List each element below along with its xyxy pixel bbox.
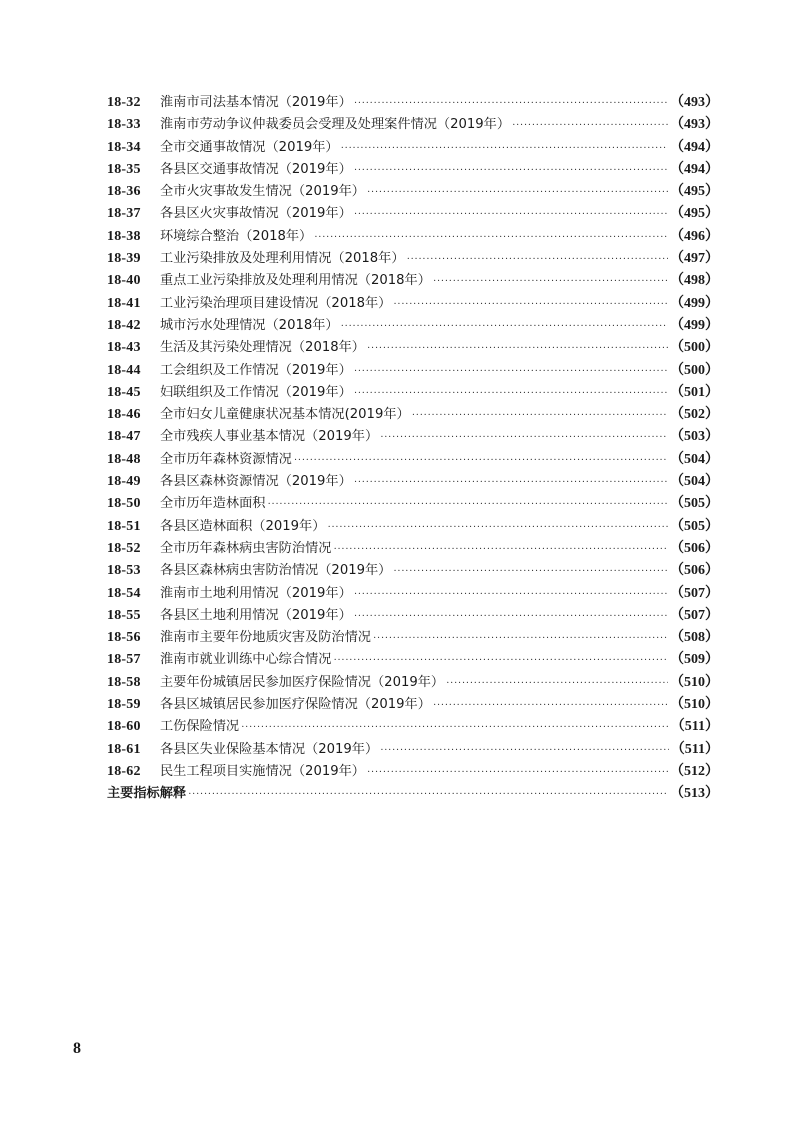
toc-entry-page: （510） <box>670 674 719 690</box>
toc-entry[interactable] <box>107 516 719 538</box>
toc-entry-number: 18-34 <box>107 139 141 155</box>
toc-entry[interactable] <box>107 92 719 114</box>
toc-entry-page: （495） <box>670 206 719 222</box>
toc-entry-page: （505） <box>670 518 719 534</box>
toc-dot-leader <box>354 383 668 405</box>
toc-entry-page: （493） <box>670 117 719 133</box>
toc-entry[interactable] <box>107 739 719 761</box>
toc-entry[interactable] <box>107 560 719 582</box>
toc-entry-page: （511） <box>670 741 719 757</box>
toc-entry-number: 18-52 <box>107 540 141 556</box>
toc-entry-number: 18-51 <box>107 518 141 534</box>
toc-entry-page: （504） <box>670 474 719 490</box>
toc-entry[interactable] <box>107 404 719 426</box>
toc-dot-leader <box>188 784 668 806</box>
toc-entry[interactable] <box>107 694 719 716</box>
toc-entry-page: （511） <box>670 719 719 735</box>
toc-entry-title: 工伤保险情况 <box>160 719 240 735</box>
toc-entry[interactable] <box>107 538 719 560</box>
toc-entry-number: 18-54 <box>107 585 141 601</box>
toc-entry-title: 全市残疾人事业基本情况（2019年） <box>160 429 379 445</box>
toc-dot-leader <box>367 182 668 204</box>
toc-entry-title: 淮南市就业训练中心综合情况 <box>160 652 332 668</box>
toc-entry-page: （512） <box>670 763 719 779</box>
toc-entry[interactable] <box>107 583 719 605</box>
toc-entry[interactable] <box>107 449 719 471</box>
toc-entry-number: 18-61 <box>107 741 141 757</box>
toc-entry-title: 主要指标解释 <box>107 786 187 802</box>
toc-entry-page: （499） <box>670 317 719 333</box>
toc-entry[interactable] <box>107 181 719 203</box>
toc-entry[interactable] <box>107 716 719 738</box>
table-of-contents <box>107 92 719 806</box>
toc-dot-leader <box>327 517 668 539</box>
toc-entry-number: 18-50 <box>107 496 141 512</box>
toc-dot-leader <box>380 740 669 762</box>
toc-entry-page: （500） <box>670 340 719 356</box>
toc-entry-page: （496） <box>670 228 719 244</box>
toc-entry-title: 环境综合整治（2018年） <box>160 228 313 244</box>
toc-dot-leader <box>393 561 668 583</box>
toc-entry-number: 18-42 <box>107 317 141 333</box>
toc-dot-leader <box>341 138 668 160</box>
toc-dot-leader <box>241 717 669 739</box>
toc-entry-title: 全市历年森林资源情况 <box>160 451 292 467</box>
toc-entry-title: 各县区造林面积（2019年） <box>160 518 326 534</box>
toc-entry-title: 各县区森林资源情况（2019年） <box>160 474 352 490</box>
toc-entry-number: 18-60 <box>107 719 141 735</box>
toc-entry[interactable] <box>107 248 719 270</box>
toc-dot-leader <box>412 405 668 427</box>
toc-entry-number: 18-35 <box>107 161 141 177</box>
toc-dot-leader <box>333 650 668 672</box>
toc-entry-page: （506） <box>670 540 719 556</box>
toc-entry-number: 18-53 <box>107 563 141 579</box>
toc-entry-page: （494） <box>670 139 719 155</box>
toc-entry-page: （497） <box>670 251 719 267</box>
toc-entry-title: 淮南市劳动争议仲裁委员会受理及处理案件情况（2019年） <box>160 117 511 133</box>
toc-dot-leader <box>354 606 668 628</box>
toc-entry-number: 18-39 <box>107 251 141 267</box>
toc-dot-leader <box>433 271 668 293</box>
toc-entry-number: 18-58 <box>107 674 141 690</box>
toc-entry-page: （498） <box>670 273 719 289</box>
toc-entry-title: 全市历年造林面积 <box>160 496 266 512</box>
toc-dot-leader <box>354 204 668 226</box>
toc-entry-number: 18-55 <box>107 607 141 623</box>
toc-entry-page: （493） <box>670 95 719 110</box>
toc-entry[interactable] <box>107 293 719 315</box>
toc-dot-leader <box>446 673 668 695</box>
toc-entry[interactable] <box>107 627 719 649</box>
toc-dot-leader <box>354 472 668 494</box>
toc-entry-title: 各县区交通事故情况（2019年） <box>160 161 352 177</box>
toc-entry[interactable] <box>107 159 719 181</box>
toc-entry-page: （504） <box>670 451 719 467</box>
toc-entry-number: 18-49 <box>107 474 141 490</box>
toc-dot-leader <box>333 539 668 561</box>
toc-dot-leader <box>373 628 668 650</box>
toc-entry[interactable] <box>107 493 719 515</box>
toc-entry-number: 18-59 <box>107 697 141 713</box>
toc-entry-number: 18-47 <box>107 429 141 445</box>
toc-dot-leader <box>367 338 668 360</box>
toc-entry-number: 18-38 <box>107 228 141 244</box>
toc-entry[interactable] <box>107 672 719 694</box>
toc-entry[interactable] <box>107 426 719 448</box>
toc-entry-title: 全市交通事故情况（2019年） <box>160 139 339 155</box>
toc-dot-leader <box>314 227 668 249</box>
toc-entry-number: 18-37 <box>107 206 141 222</box>
toc-entry-page: （509） <box>670 652 719 668</box>
toc-entry-number: 18-44 <box>107 362 141 378</box>
toc-entry-number: 18-40 <box>107 273 141 289</box>
toc-entry-number: 18-32 <box>107 95 141 110</box>
toc-entry[interactable] <box>107 270 719 292</box>
toc-entry[interactable] <box>107 649 719 671</box>
toc-entry-title: 全市火灾事故发生情况（2019年） <box>160 184 365 200</box>
toc-entry-title: 淮南市司法基本情况（2019年） <box>160 95 352 110</box>
toc-entry-number: 18-36 <box>107 184 141 200</box>
toc-entry-title: 各县区土地利用情况（2019年） <box>160 607 352 623</box>
toc-entry[interactable] <box>107 337 719 359</box>
toc-dot-leader <box>512 115 668 137</box>
toc-entry-number: 18-57 <box>107 652 141 668</box>
toc-entry-number: 18-48 <box>107 451 141 467</box>
toc-entry-title: 民生工程项目实施情况（2019年） <box>160 763 365 779</box>
toc-entry[interactable] <box>107 471 719 493</box>
toc-dot-leader <box>354 93 668 115</box>
toc-entry-page: （501） <box>670 384 719 400</box>
toc-entry-title: 各县区火灾事故情况（2019年） <box>160 206 352 222</box>
toc-entry[interactable] <box>107 605 719 627</box>
toc-entry[interactable] <box>107 382 719 404</box>
toc-dot-leader <box>354 160 668 182</box>
toc-dot-leader <box>268 494 669 516</box>
toc-entry-page: （502） <box>670 407 719 423</box>
toc-dot-leader <box>407 249 668 271</box>
toc-entry-page: （505） <box>670 496 719 512</box>
toc-entry-number: 18-62 <box>107 763 141 779</box>
toc-entry-title: 重点工业污染排放及处理利用情况（2018年） <box>160 273 431 289</box>
toc-entry-number: 18-46 <box>107 407 141 423</box>
toc-entry-title: 各县区城镇居民参加医疗保险情况（2019年） <box>160 697 431 713</box>
toc-entry-number: 18-33 <box>107 117 141 133</box>
toc-dot-leader <box>354 361 668 383</box>
toc-entry-number: 18-45 <box>107 384 141 400</box>
toc-entry-title: 工业污染排放及处理利用情况（2018年） <box>160 251 405 267</box>
toc-dot-leader <box>433 695 668 717</box>
toc-entry-title: 全市妇女儿童健康状况基本情况(2019年） <box>160 407 410 423</box>
toc-entry[interactable] <box>107 137 719 159</box>
toc-entry-title: 工会组织及工作情况（2019年） <box>160 362 352 378</box>
toc-entry-title: 生活及其污染处理情况（2018年） <box>160 340 365 356</box>
toc-entry-title: 主要年份城镇居民参加医疗保险情况（2019年） <box>160 674 445 690</box>
toc-entry-title: 各县区失业保险基本情况（2019年） <box>160 741 379 757</box>
toc-entry-page: （507） <box>670 607 719 623</box>
toc-entry-page: （510） <box>670 697 719 713</box>
toc-entry-number: 18-41 <box>107 295 141 311</box>
toc-entry[interactable] <box>107 226 719 248</box>
toc-entry-page: （507） <box>670 585 719 601</box>
toc-entry-number: 18-43 <box>107 340 141 356</box>
toc-entry-title: 淮南市主要年份地质灾害及防治情况 <box>160 630 371 646</box>
toc-entry[interactable] <box>107 360 719 382</box>
toc-entry-page: （506） <box>670 563 719 579</box>
page-number: 8 <box>73 1040 81 1057</box>
toc-dot-leader <box>380 427 668 449</box>
toc-entry-number: 18-56 <box>107 630 141 646</box>
toc-entry-page: （495） <box>670 184 719 200</box>
toc-dot-leader <box>367 762 668 784</box>
toc-entry[interactable] <box>107 783 719 805</box>
toc-dot-leader <box>341 316 668 338</box>
toc-entry-page: （494） <box>670 161 719 177</box>
toc-entry-title: 工业污染治理项目建设情况（2018年） <box>160 295 392 311</box>
toc-entry[interactable] <box>107 761 719 783</box>
toc-entry-page: （503） <box>670 429 719 445</box>
toc-entry-title: 淮南市土地利用情况（2019年） <box>160 585 352 601</box>
toc-entry-page: （513） <box>670 786 719 802</box>
toc-entry[interactable] <box>107 203 719 225</box>
toc-dot-leader <box>393 294 668 316</box>
toc-entry[interactable] <box>107 315 719 337</box>
toc-entry-title: 全市历年森林病虫害防治情况 <box>160 540 332 556</box>
toc-entry-title: 各县区森林病虫害防治情况（2019年） <box>160 563 392 579</box>
toc-dot-leader <box>294 450 668 472</box>
toc-entry-page: （508） <box>670 630 719 646</box>
toc-entry-page: （499） <box>670 295 719 311</box>
toc-entry-title: 妇联组织及工作情况（2019年） <box>160 384 352 400</box>
toc-entry[interactable] <box>107 114 719 136</box>
toc-entry-title: 城市污水处理情况（2018年） <box>160 317 339 333</box>
toc-entry-page: （500） <box>670 362 719 378</box>
toc-dot-leader <box>354 584 668 606</box>
